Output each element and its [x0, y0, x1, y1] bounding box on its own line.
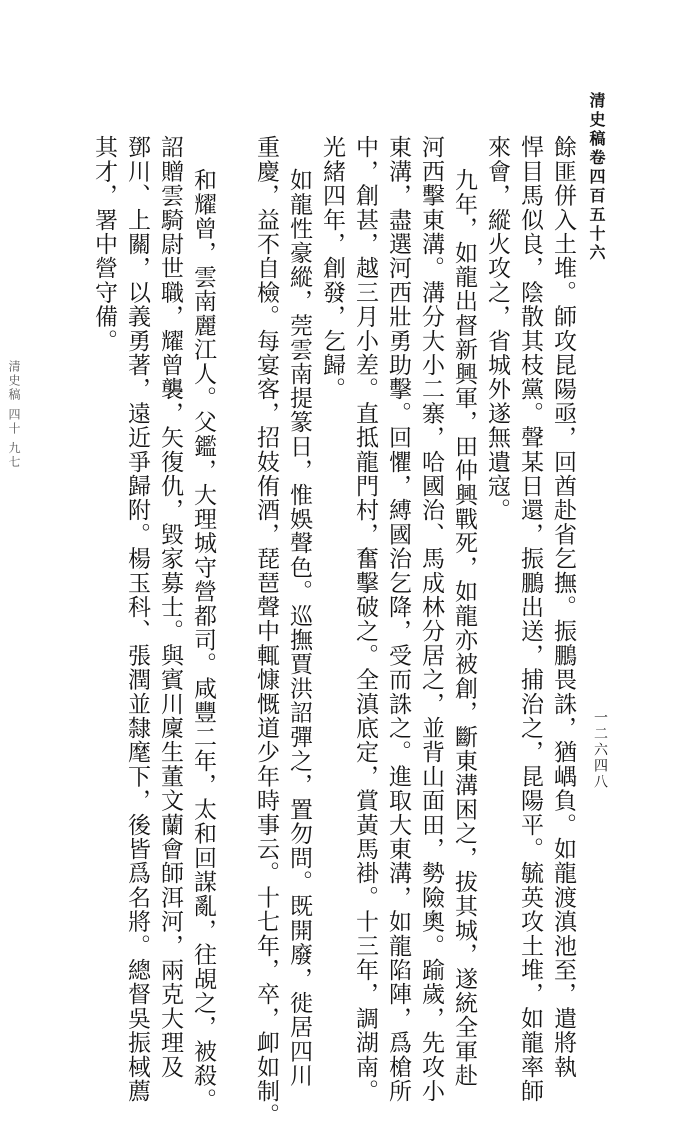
text-column-10: 重慶，益不自檢。每宴客，招妓侑酒，琵琶聲中輒慷慨道少年時事云。十七年，卒，卹如制。 — [253, 135, 279, 1127]
text-column-8: 光緒四年，創發，乞歸。 — [319, 135, 345, 402]
text-column-3: 來會，縱火攻之，省城外遂無遺寇。 — [484, 135, 510, 523]
text-column-4: 九年，如龍出督新興軍，田仲興戰死，如龍亦被創，斷東溝困之，拔其城，遂統全軍赴 — [451, 168, 477, 1088]
text-column-2: 悍目馬似良，陰散其枝黨。聲某日還，振鵬出送，捕治之，昆陽平。毓英攻土堆，如龍率師 — [517, 135, 543, 1103]
running-header-title: 清史稿卷四百五十六 — [587, 92, 606, 263]
text-column-12: 詔贈雲騎尉世職，耀曾襲，矢復仇，毀家募士。與賓川廩生董文蘭會師洱河，兩克大理及 — [157, 135, 183, 1079]
text-column-9: 如龍性豪縱，莞雲南提篆日，惟娛聲色。巡撫賈洪詔彈之，置勿問。既開廢，徙居四川 — [286, 168, 312, 1088]
text-column-6: 東溝，盡選河西壯勇助擊。回懼，縛國治乞降，受而誅之。進取大東溝，如龍陷陣，爲槍所 — [385, 135, 411, 1103]
text-column-14: 其才，署中營守備。 — [91, 135, 117, 353]
bleed-through-marginalia: 清史稿 四十 九七 — [7, 360, 21, 470]
text-column-13: 鄧川、上關，以義勇著，遠近爭歸附。楊玉科、張潤並隸麾下，後皆爲名將。總督吳振棫薦 — [124, 135, 150, 1103]
text-column-5: 河西擊東溝。溝分大小二寨，哈國治、馬成林分居之，並背山面田，勢險奧。踰歲，先攻小 — [418, 135, 444, 1103]
page-number: 一二六四八 — [592, 710, 608, 790]
text-column-11: 和耀曾，雲南麗江人。父鑑，大理城守營都司。咸豐二年，太和回謀亂，往覘之，被殺。 — [190, 168, 216, 1112]
text-column-7: 中，創甚，越三月小差。直抵龍門村，奮擊破之。全滇底定，賞黃馬褂。十三年，調湖南。 — [352, 135, 378, 1103]
text-column-1: 餘匪併入土堆。師攻昆陽亟，回酋赴省乞撫。振鵬畏誅，猶嵎負。如龍渡滇池至，遣將執 — [550, 135, 576, 1079]
